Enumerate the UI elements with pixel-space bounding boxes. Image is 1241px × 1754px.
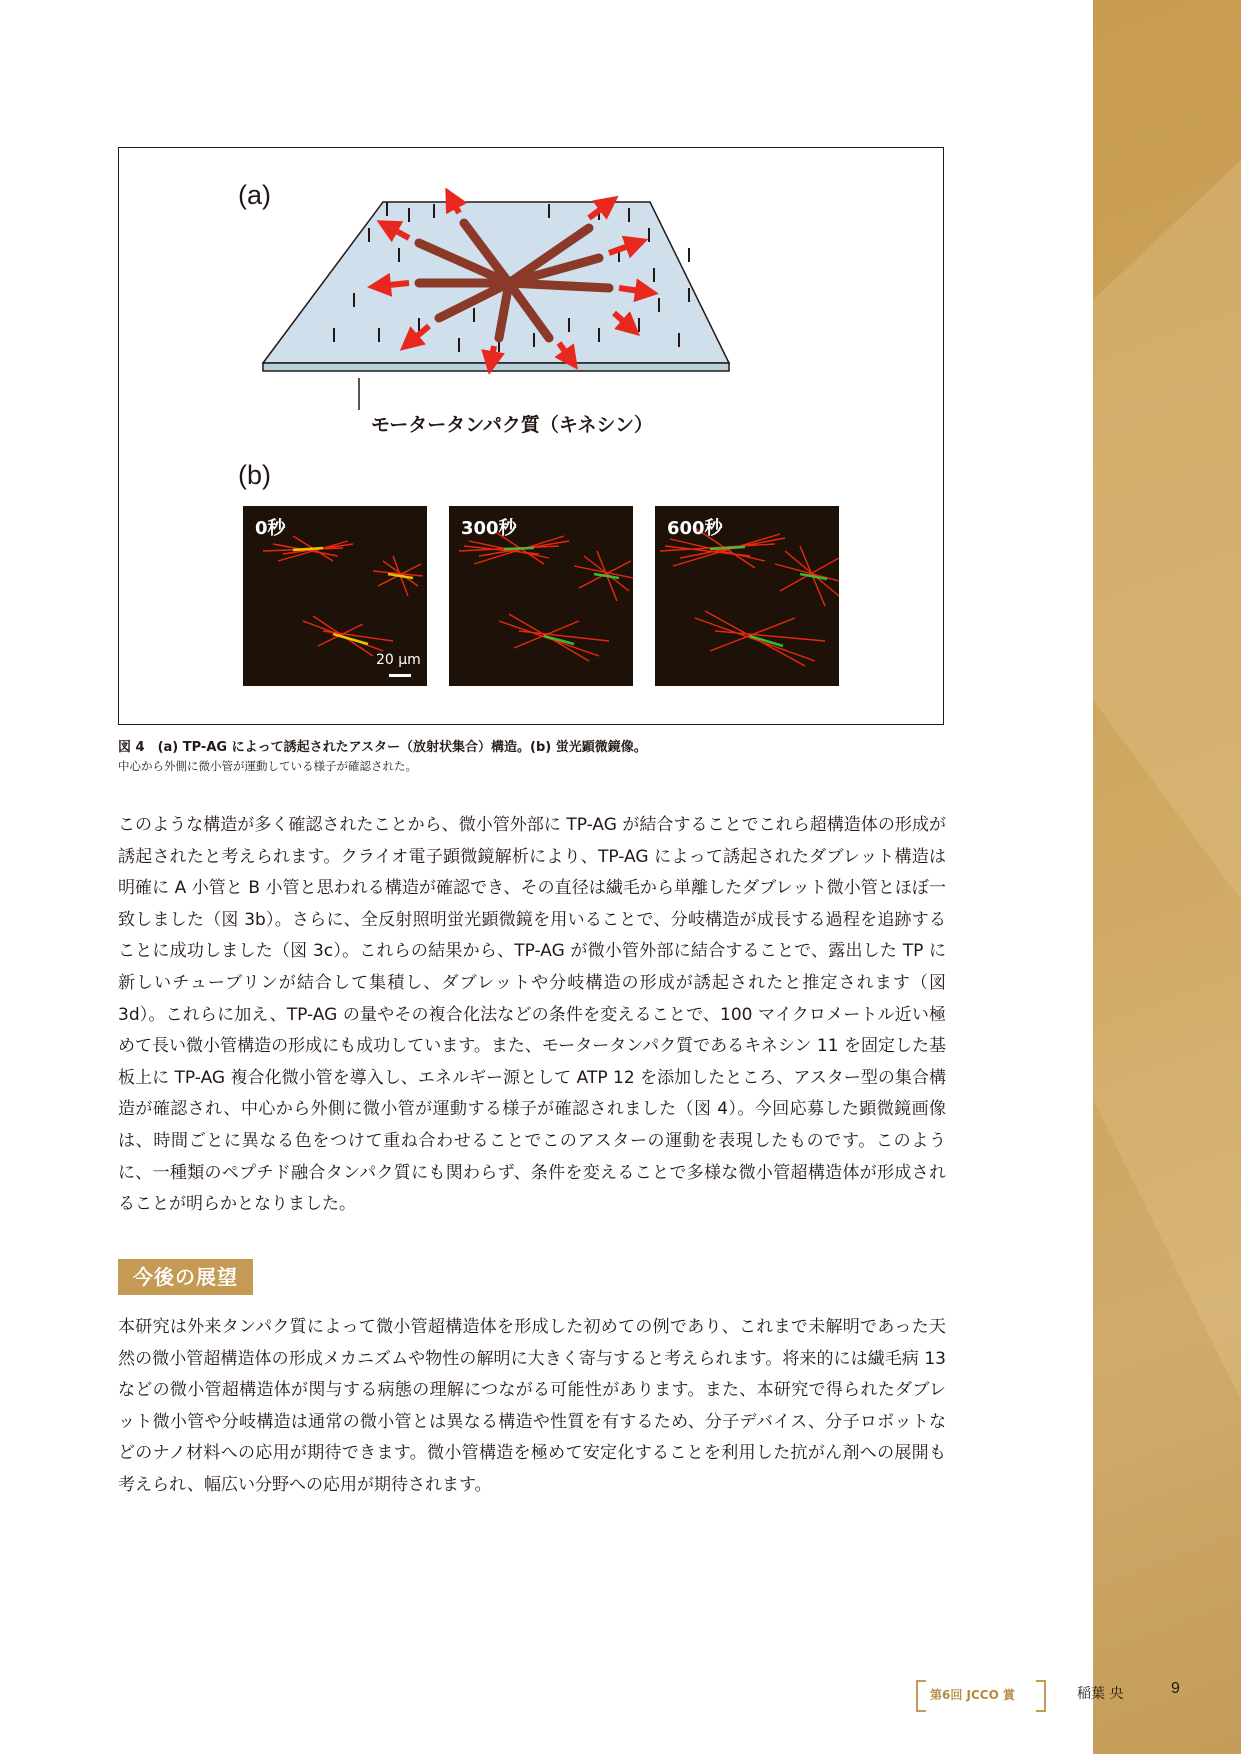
page-number: 9 bbox=[1171, 1680, 1180, 1697]
figure-caption-title: 図 4 (a) TP-AG によって誘起されたアスター（放射状集合）構造。(b) 蛍光顕微鏡像。 bbox=[118, 740, 647, 755]
scale-bar bbox=[389, 674, 411, 677]
micrograph-600s bbox=[655, 506, 839, 686]
award-logo-text: 第6回 JCCO 賞 bbox=[930, 1688, 1015, 1702]
side-decorative-band bbox=[1093, 0, 1241, 1754]
frame-time-label: 0秒 bbox=[255, 518, 286, 539]
panel-a-label: (a) bbox=[238, 180, 271, 210]
figure-4 bbox=[118, 147, 944, 725]
author-name: 稲葉 央 bbox=[1077, 1686, 1124, 1702]
figure-caption-note: 中心から外側に微小管が運動している様子が確認された。 bbox=[118, 759, 417, 773]
micrograph-0s bbox=[243, 506, 427, 686]
frame-time-label: 300秒 bbox=[461, 518, 517, 539]
body-paragraph-2: 本研究は外来タンパク質によって微小管超構造体を形成した初めての例であり、これまで未解明であった天然の微小管超構造体の形成メカニズムや物性の解明に大きく寄与すると考えられます。将来的には繊毛病 13 などの微小管超構造体が関与する病態の理解につながる可能性があります。また、本研究で得られたダブレット微小管や分岐構造は通常の微小管とは異なる構造や性質を有するため、分子デバイス、分子ロボットなどのナノ材料への応用が期待できます。微小管構造を極めて安定化することを利用した抗がん剤への展開も考えられ、幅広い分野への応用が期待されます。 bbox=[118, 1317, 946, 1495]
award-logo bbox=[916, 1680, 1046, 1710]
section-heading: 今後の展望 bbox=[118, 1259, 253, 1295]
frame-time-label: 600秒 bbox=[667, 518, 723, 539]
scale-bar-label: 20 μm bbox=[376, 652, 421, 668]
motor-protein-label: モータータンパク質（キネシン） bbox=[371, 414, 654, 436]
aster-diagram bbox=[259, 188, 779, 418]
body-paragraph-1: このような構造が多く確認されたことから、微小管外部に TP-AG が結合することでこれら超構造体の形成が誘起されたと考えられます。クライオ電子顕微鏡解析により、TP-AG によって誘起されたダブレット構造は明確に A 小管と B 小管と思われる構造が確認でき、その直径は繊毛から単離したダブレット微小管とほぼ一致しました（図 3b）。さらに、全反射照明蛍光顕微鏡を用いることで、分岐構造が成長する過程を追跡することに成功しました（図 3c）。これらの結果から、TP-AG が微小管外部に結合することで、露出した TP に新しいチューブリンが結合して集積し、ダブレットや分岐構造の形成が誘起されたと推定されます（図 3d）。これらに加え、TP-AG の量やその複合化法などの条件を変えることで、100 マイクロメートル近い極めて長い微小管構造の形成にも成功しています。また、モータータンパク質であるキネシン 11 を固定した基板上に TP-AG 複合化微小管を導入し、エネルギー源として ATP 12 を添加したところ、アスター型の集合構造が確認され、中心から外側に微小管が運動する様子が確認されました（図 4）。今回応募した顕微鏡画像は、時間ごとに異なる色をつけて重ね合わせることでこのアスターの運動を表現したものです。このように、一種類のペプチド融合タンパク質にも関わらず、条件を変えることで多様な微小管超構造体が形成されることが明らかとなりました。 bbox=[118, 815, 946, 1215]
micrograph-300s bbox=[449, 506, 633, 686]
panel-b-label: (b) bbox=[238, 460, 271, 490]
